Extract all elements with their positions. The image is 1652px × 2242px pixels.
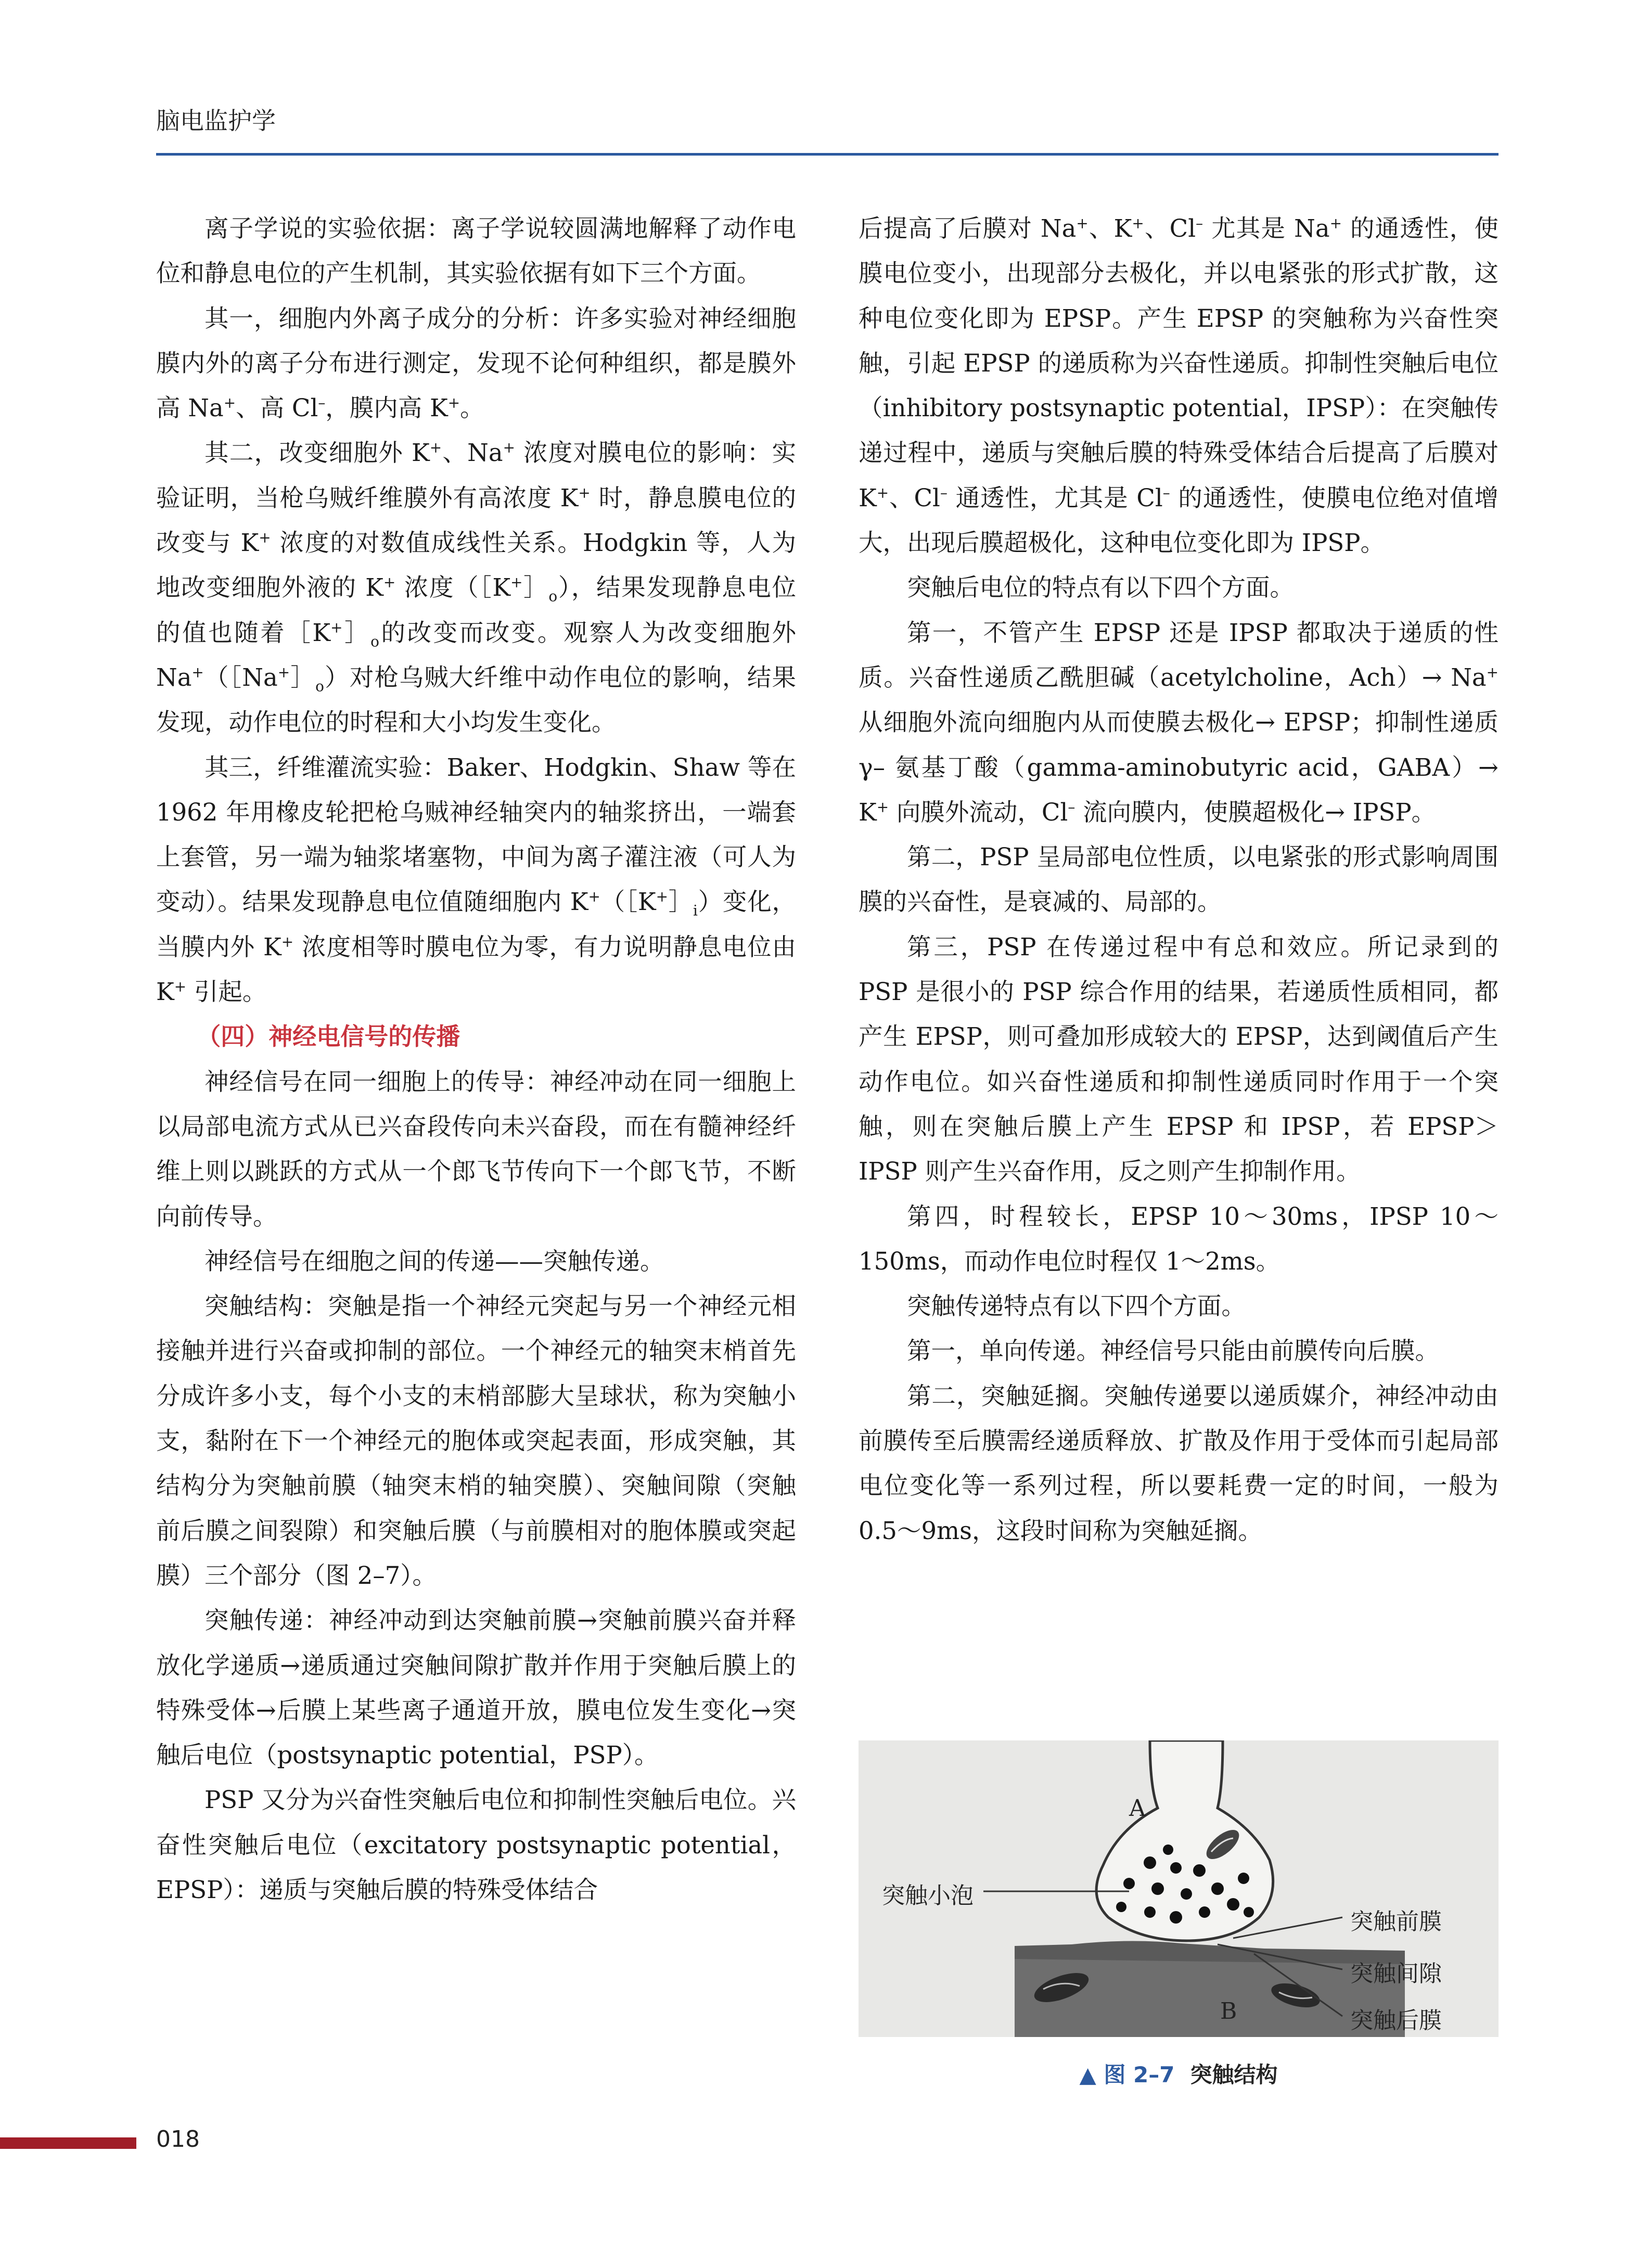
- synapse-figure: [859, 1740, 1499, 2037]
- right-column: [859, 206, 1499, 1553]
- paragraph: 突触结构：突触是指一个神经元突起与另一个神经元相接触并进行兴奋或抑制的部位。一个神经元的轴突末梢首先分成许多小支，每个小支的末梢部膨大呈球状，称为突触小支，黏附在下一个神经元的胞体或突起表面，形成突触，其结构分为突触前膜（轴突末梢的轴突膜）、突触间隙（突触前后膜之间裂隙）和突触后膜（与前膜相对的胞体膜或突起膜）三个部分（图 2–7）。: [156, 1292, 796, 1590]
- paragraph: 第一，单向传递。神经信号只能由前膜传向后膜。: [907, 1337, 1439, 1365]
- label-b: B: [1220, 1998, 1237, 2025]
- paragraph: 突触传递：神经冲动到达突触前膜→突触前膜兴奋并释放化学递质→递质通过突触间隙扩散并作用于突触后膜上的特殊受体→后膜上某些离子通道开放，膜电位发生变化→突触后电位（postsynaptic potential，PSP）。: [156, 1606, 796, 1770]
- paragraph: 突触后电位的特点有以下四个方面。: [907, 573, 1294, 602]
- paragraph: 其三，纤维灌流实验：Baker、Hodgkin、Shaw 等在 1962 年用橡皮轮把枪乌贼神经轴突内的轴浆挤出，一端套上套管，另一端为轴浆堵塞物，中间为离子灌注液（可人为变动）。结果发现静息电位值随细胞内 $K^+([K^+]_i)$变化，当膜内外 K+ 浓度相等时膜电位为零，有力说明静息电位由 K+ 引起。: [156, 753, 797, 1006]
- paragraph: 其二，改变细胞外 K+、Na+ 浓度对膜电位的影响：实验证明，当枪乌贼纤维膜外有高浓度 K+ 时，静息膜电位的改变与 K+ 浓度的对数值成线性关系。Hodgkin 等，人为地改变细胞外液的 K+ 浓度$([K^+]_o)$，结果发现静息电位的值也随着$[K^+]_o$的改变而改变。观察人为改变细胞外 $Na^+([Na^+]_o)$对枪乌贼大纤维中动作电位的影响，结果发现，动作电位的时程和大小均发生变化。: [156, 439, 797, 737]
- caption-number: ▲ 图 2–7: [1079, 2062, 1175, 2087]
- paragraph: PSP 又分为兴奋性突触后电位和抑制性突触后电位。兴奋性突触后电位（excitatory postsynaptic potential，EPSP）：递质与突触后膜的特殊受体结合: [156, 1786, 796, 1904]
- footer-bar: [0, 2137, 136, 2149]
- label-synaptic-cleft: 突触间隙: [1350, 1961, 1442, 1987]
- paragraph: 离子学说的实验依据：离子学说较圆满地解释了动作电位和静息电位的产生机制，其实验依据有如下三个方面。: [156, 214, 796, 288]
- header-rule: [156, 153, 1499, 156]
- paragraph: 第二，突触延搁。突触传递要以递质媒介，神经冲动由前膜传至后膜需经递质释放、扩散及作用于受体而引起局部电位变化等一系列过程，所以要耗费一定的时间，一般为 0.5～9ms，这段时间称为突触延搁。: [859, 1381, 1499, 1545]
- paragraph: 第一，不管产生 EPSP 还是 IPSP 都取决于递质的性质。兴奋性递质乙酰胆碱（acetylcholine，Ach）→ Na+ 从细胞外流向细胞内从而使膜去极化→ EPSP；抑制性递质 γ– 氨基丁酸（gamma-aminobutyric acid，GABA）→ K+ 向膜外流动，Cl– 流向膜内，使膜超极化→ IPSP。: [859, 618, 1499, 826]
- section-heading: （四）神经电信号的传播: [197, 1022, 460, 1051]
- paragraph: 第三，PSP 在传递过程中有总和效应。所记录到的 PSP 是很小的 PSP 综合作用的结果，若递质性质相同，都产生 EPSP，则可叠加形成较大的 EPSP，达到阈值后产生动作电位。如兴奋性递质和抑制性递质同时作用于一个突触，则在突触后膜上产生 EPSP 和 IPSP，若 EPSP＞IPSP 则产生兴奋作用，反之则产生抑制作用。: [859, 932, 1499, 1186]
- running-header: 脑电监护学: [156, 107, 276, 135]
- label-vesicle: 突触小泡: [882, 1882, 974, 1909]
- paragraph: 第四，时程较长，EPSP 10～30ms，IPSP 10～150ms，而动作电位时程仅 1～2ms。: [859, 1202, 1499, 1275]
- paragraph: 神经信号在同一细胞上的传导：神经冲动在同一细胞上以局部电流方式从已兴奋段传向未兴奋段，而在有髓神经纤维上则以跳跃的方式从一个郎飞节传向下一个郎飞节，不断向前传导。: [156, 1067, 796, 1231]
- left-column: [156, 206, 796, 1912]
- paragraph: 神经信号在细胞之间的传递——突触传递。: [204, 1247, 664, 1275]
- paragraph: 其一，细胞内外离子成分的分析：许多实验对神经细胞膜内外的离子分布进行测定，发现不论何种组织，都是膜外高 Na+、高 Cl–，膜内高 K+。: [156, 304, 796, 422]
- figure-caption: [859, 2058, 1499, 2089]
- paragraph: 第二，PSP 呈局部电位性质，以电紧张的形式影响周围膜的兴奋性，是衰减的、局部的。: [859, 843, 1499, 916]
- label-presynaptic-membrane: 突触前膜: [1350, 1908, 1442, 1935]
- paragraph: 突触传递特点有以下四个方面。: [907, 1292, 1246, 1321]
- page-number: 018: [156, 2126, 200, 2153]
- label-postsynaptic-membrane: 突触后膜: [1350, 2007, 1442, 2034]
- paragraph: 后提高了后膜对 Na+、K+、Cl– 尤其是 Na+ 的通透性，使膜电位变小，出现部分去极化，并以电紧张的形式扩散，这种电位变化即为 EPSP。产生 EPSP 的突触称为兴奋性突触，引起 EPSP 的递质称为兴奋性递质。抑制性突触后电位（inhibitory postsynaptic potential，IPSP）：在突触传递过程中，递质与突触后膜的特殊受体结合后提高了后膜对 K+、Cl– 通透性，尤其是 Cl– 的通透性，使膜电位绝对值增大，出现后膜超极化，这种电位变化即为 IPSP。: [859, 214, 1499, 557]
- caption-text: 突触结构: [1190, 2062, 1278, 2087]
- label-a: A: [1129, 1795, 1146, 1822]
